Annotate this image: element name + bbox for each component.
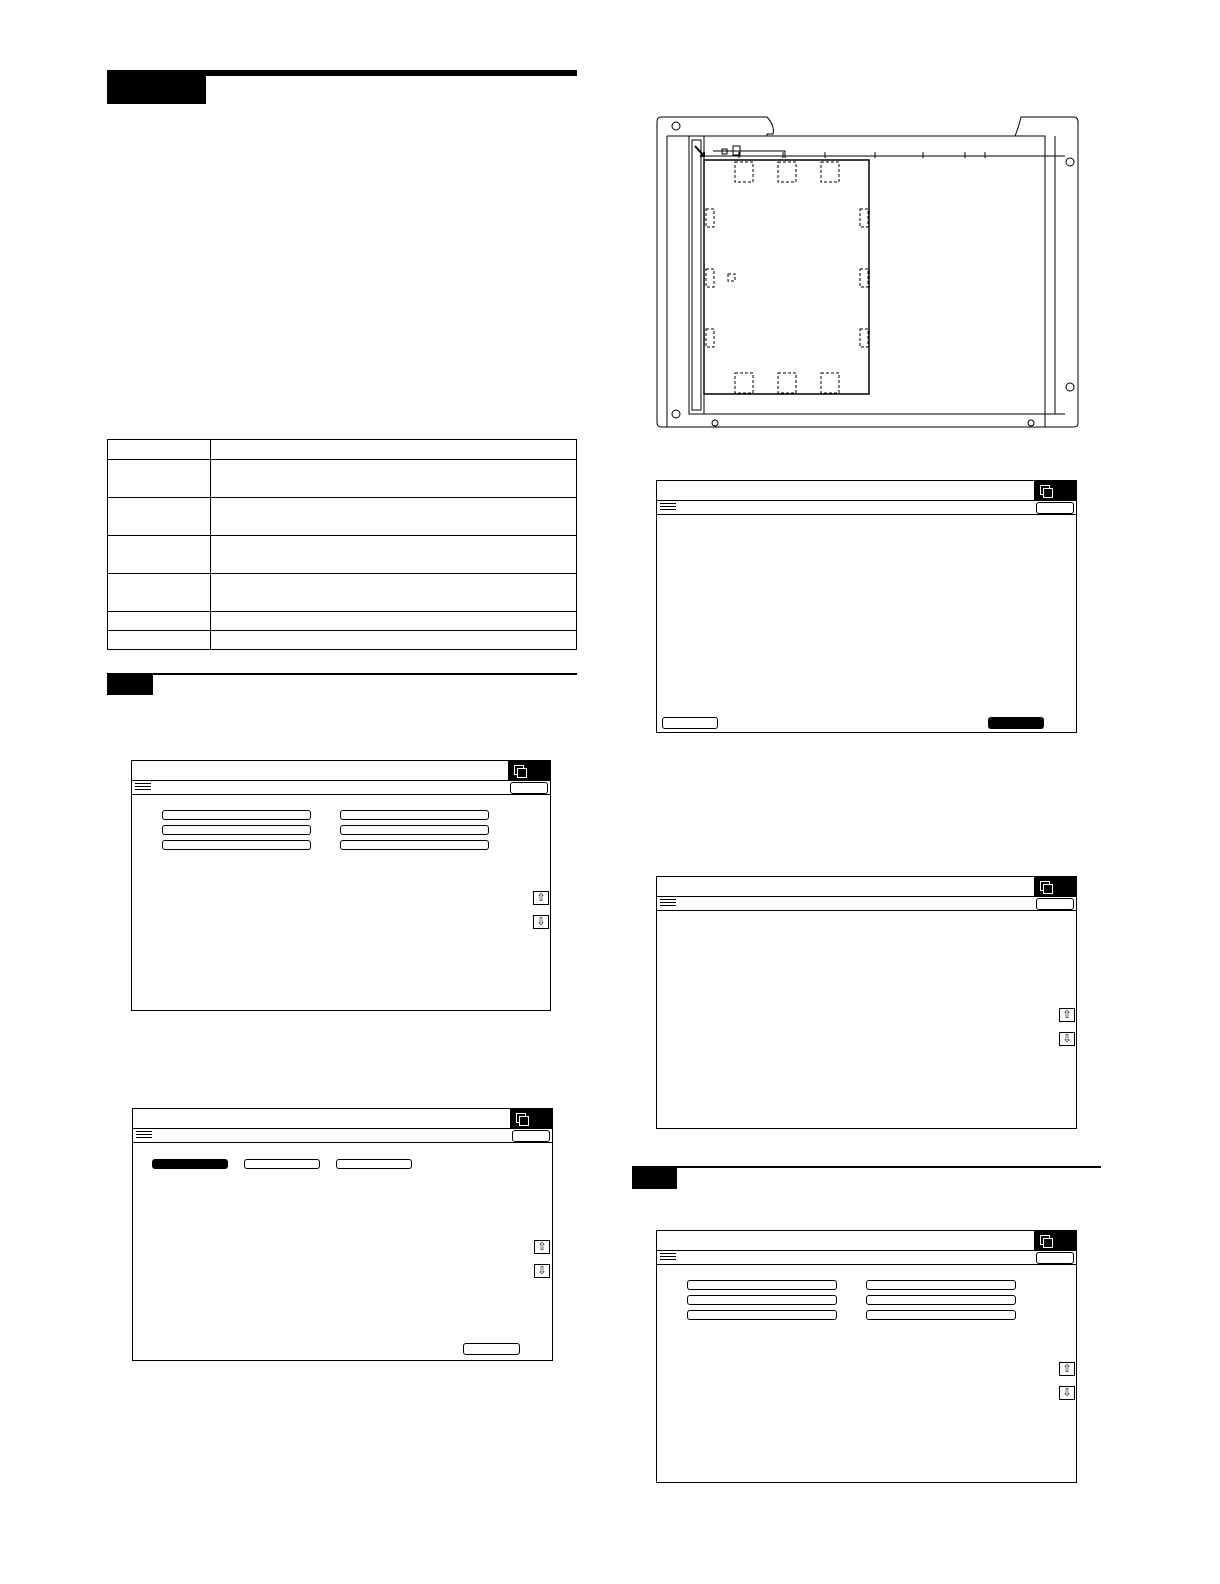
up-arrow-icon[interactable]: ⇧ bbox=[533, 891, 549, 905]
table-cell bbox=[108, 536, 211, 574]
ok-button[interactable] bbox=[1036, 502, 1074, 514]
subsection-badge bbox=[632, 1166, 677, 1189]
panel-sub-bar bbox=[132, 780, 550, 795]
table-cell bbox=[211, 440, 577, 460]
tab-button-selected[interactable] bbox=[152, 1159, 228, 1169]
ok-button[interactable] bbox=[1036, 898, 1074, 910]
tab-button[interactable] bbox=[244, 1159, 320, 1169]
menu-icon[interactable] bbox=[135, 781, 151, 793]
panel-sub-bar bbox=[657, 896, 1076, 911]
down-arrow-icon[interactable]: ⇩ bbox=[533, 915, 549, 929]
spec-table bbox=[107, 439, 577, 650]
option-button[interactable] bbox=[162, 825, 311, 835]
screen-panel-1 bbox=[131, 760, 551, 1011]
section-rule bbox=[206, 70, 577, 76]
option-button[interactable] bbox=[162, 840, 311, 850]
copy-icon[interactable] bbox=[1034, 481, 1076, 500]
down-arrow-icon[interactable]: ⇩ bbox=[1059, 1386, 1075, 1400]
panel-title-bar bbox=[133, 1109, 552, 1129]
option-button[interactable] bbox=[866, 1280, 1016, 1290]
table-cell bbox=[211, 612, 577, 631]
panel-title-bar bbox=[132, 761, 550, 781]
option-button[interactable] bbox=[687, 1310, 837, 1320]
panel-sub-bar bbox=[133, 1128, 552, 1143]
menu-icon[interactable] bbox=[660, 1251, 676, 1263]
table-cell bbox=[211, 460, 577, 498]
section-badge bbox=[107, 70, 206, 104]
ok-button[interactable] bbox=[1036, 1252, 1074, 1264]
ok-button[interactable] bbox=[512, 1130, 550, 1142]
subsection-rule bbox=[677, 1166, 1101, 1168]
screen-panel-4 bbox=[656, 876, 1077, 1129]
down-arrow-icon[interactable]: ⇩ bbox=[1059, 1032, 1075, 1046]
option-button[interactable] bbox=[340, 840, 489, 850]
panel-title-bar bbox=[657, 1231, 1076, 1251]
menu-icon[interactable] bbox=[660, 897, 676, 909]
table-cell bbox=[211, 498, 577, 536]
back-button[interactable] bbox=[662, 717, 718, 729]
copy-icon[interactable] bbox=[1034, 877, 1076, 896]
copy-icon[interactable] bbox=[508, 761, 550, 780]
execute-button[interactable] bbox=[463, 1343, 520, 1355]
ok-button[interactable] bbox=[510, 782, 548, 794]
subsection-rule bbox=[153, 673, 577, 675]
option-button[interactable] bbox=[687, 1295, 837, 1305]
table-cell bbox=[108, 498, 211, 536]
table-cell bbox=[211, 574, 577, 612]
menu-icon[interactable] bbox=[660, 501, 676, 513]
screen-panel-3 bbox=[656, 480, 1077, 733]
option-button[interactable] bbox=[340, 825, 489, 835]
table-cell bbox=[108, 574, 211, 612]
scanner-glass-diagram bbox=[655, 114, 1080, 430]
screen-panel-2 bbox=[132, 1108, 553, 1361]
tab-button[interactable] bbox=[336, 1159, 412, 1169]
panel-title-bar bbox=[657, 481, 1076, 501]
down-arrow-icon[interactable]: ⇩ bbox=[534, 1264, 550, 1278]
panel-title-bar bbox=[657, 877, 1076, 897]
copy-icon[interactable] bbox=[1034, 1231, 1076, 1250]
panel-sub-bar bbox=[657, 1250, 1076, 1265]
menu-icon[interactable] bbox=[136, 1129, 152, 1141]
option-button[interactable] bbox=[162, 810, 311, 820]
table-cell bbox=[108, 440, 211, 460]
panel-sub-bar bbox=[657, 500, 1076, 515]
option-button[interactable] bbox=[687, 1280, 837, 1290]
execute-button[interactable] bbox=[988, 717, 1044, 729]
screen-panel-5 bbox=[656, 1230, 1077, 1483]
copy-icon[interactable] bbox=[510, 1109, 552, 1128]
table-cell bbox=[211, 631, 577, 650]
up-arrow-icon[interactable]: ⇧ bbox=[1059, 1008, 1075, 1022]
table-cell bbox=[108, 460, 211, 498]
up-arrow-icon[interactable]: ⇧ bbox=[534, 1240, 550, 1254]
option-button[interactable] bbox=[340, 810, 489, 820]
table-cell bbox=[108, 631, 211, 650]
option-button[interactable] bbox=[866, 1295, 1016, 1305]
table-cell bbox=[108, 612, 211, 631]
option-button[interactable] bbox=[866, 1310, 1016, 1320]
table-cell bbox=[211, 536, 577, 574]
up-arrow-icon[interactable]: ⇧ bbox=[1059, 1362, 1075, 1376]
subsection-badge bbox=[107, 673, 153, 695]
